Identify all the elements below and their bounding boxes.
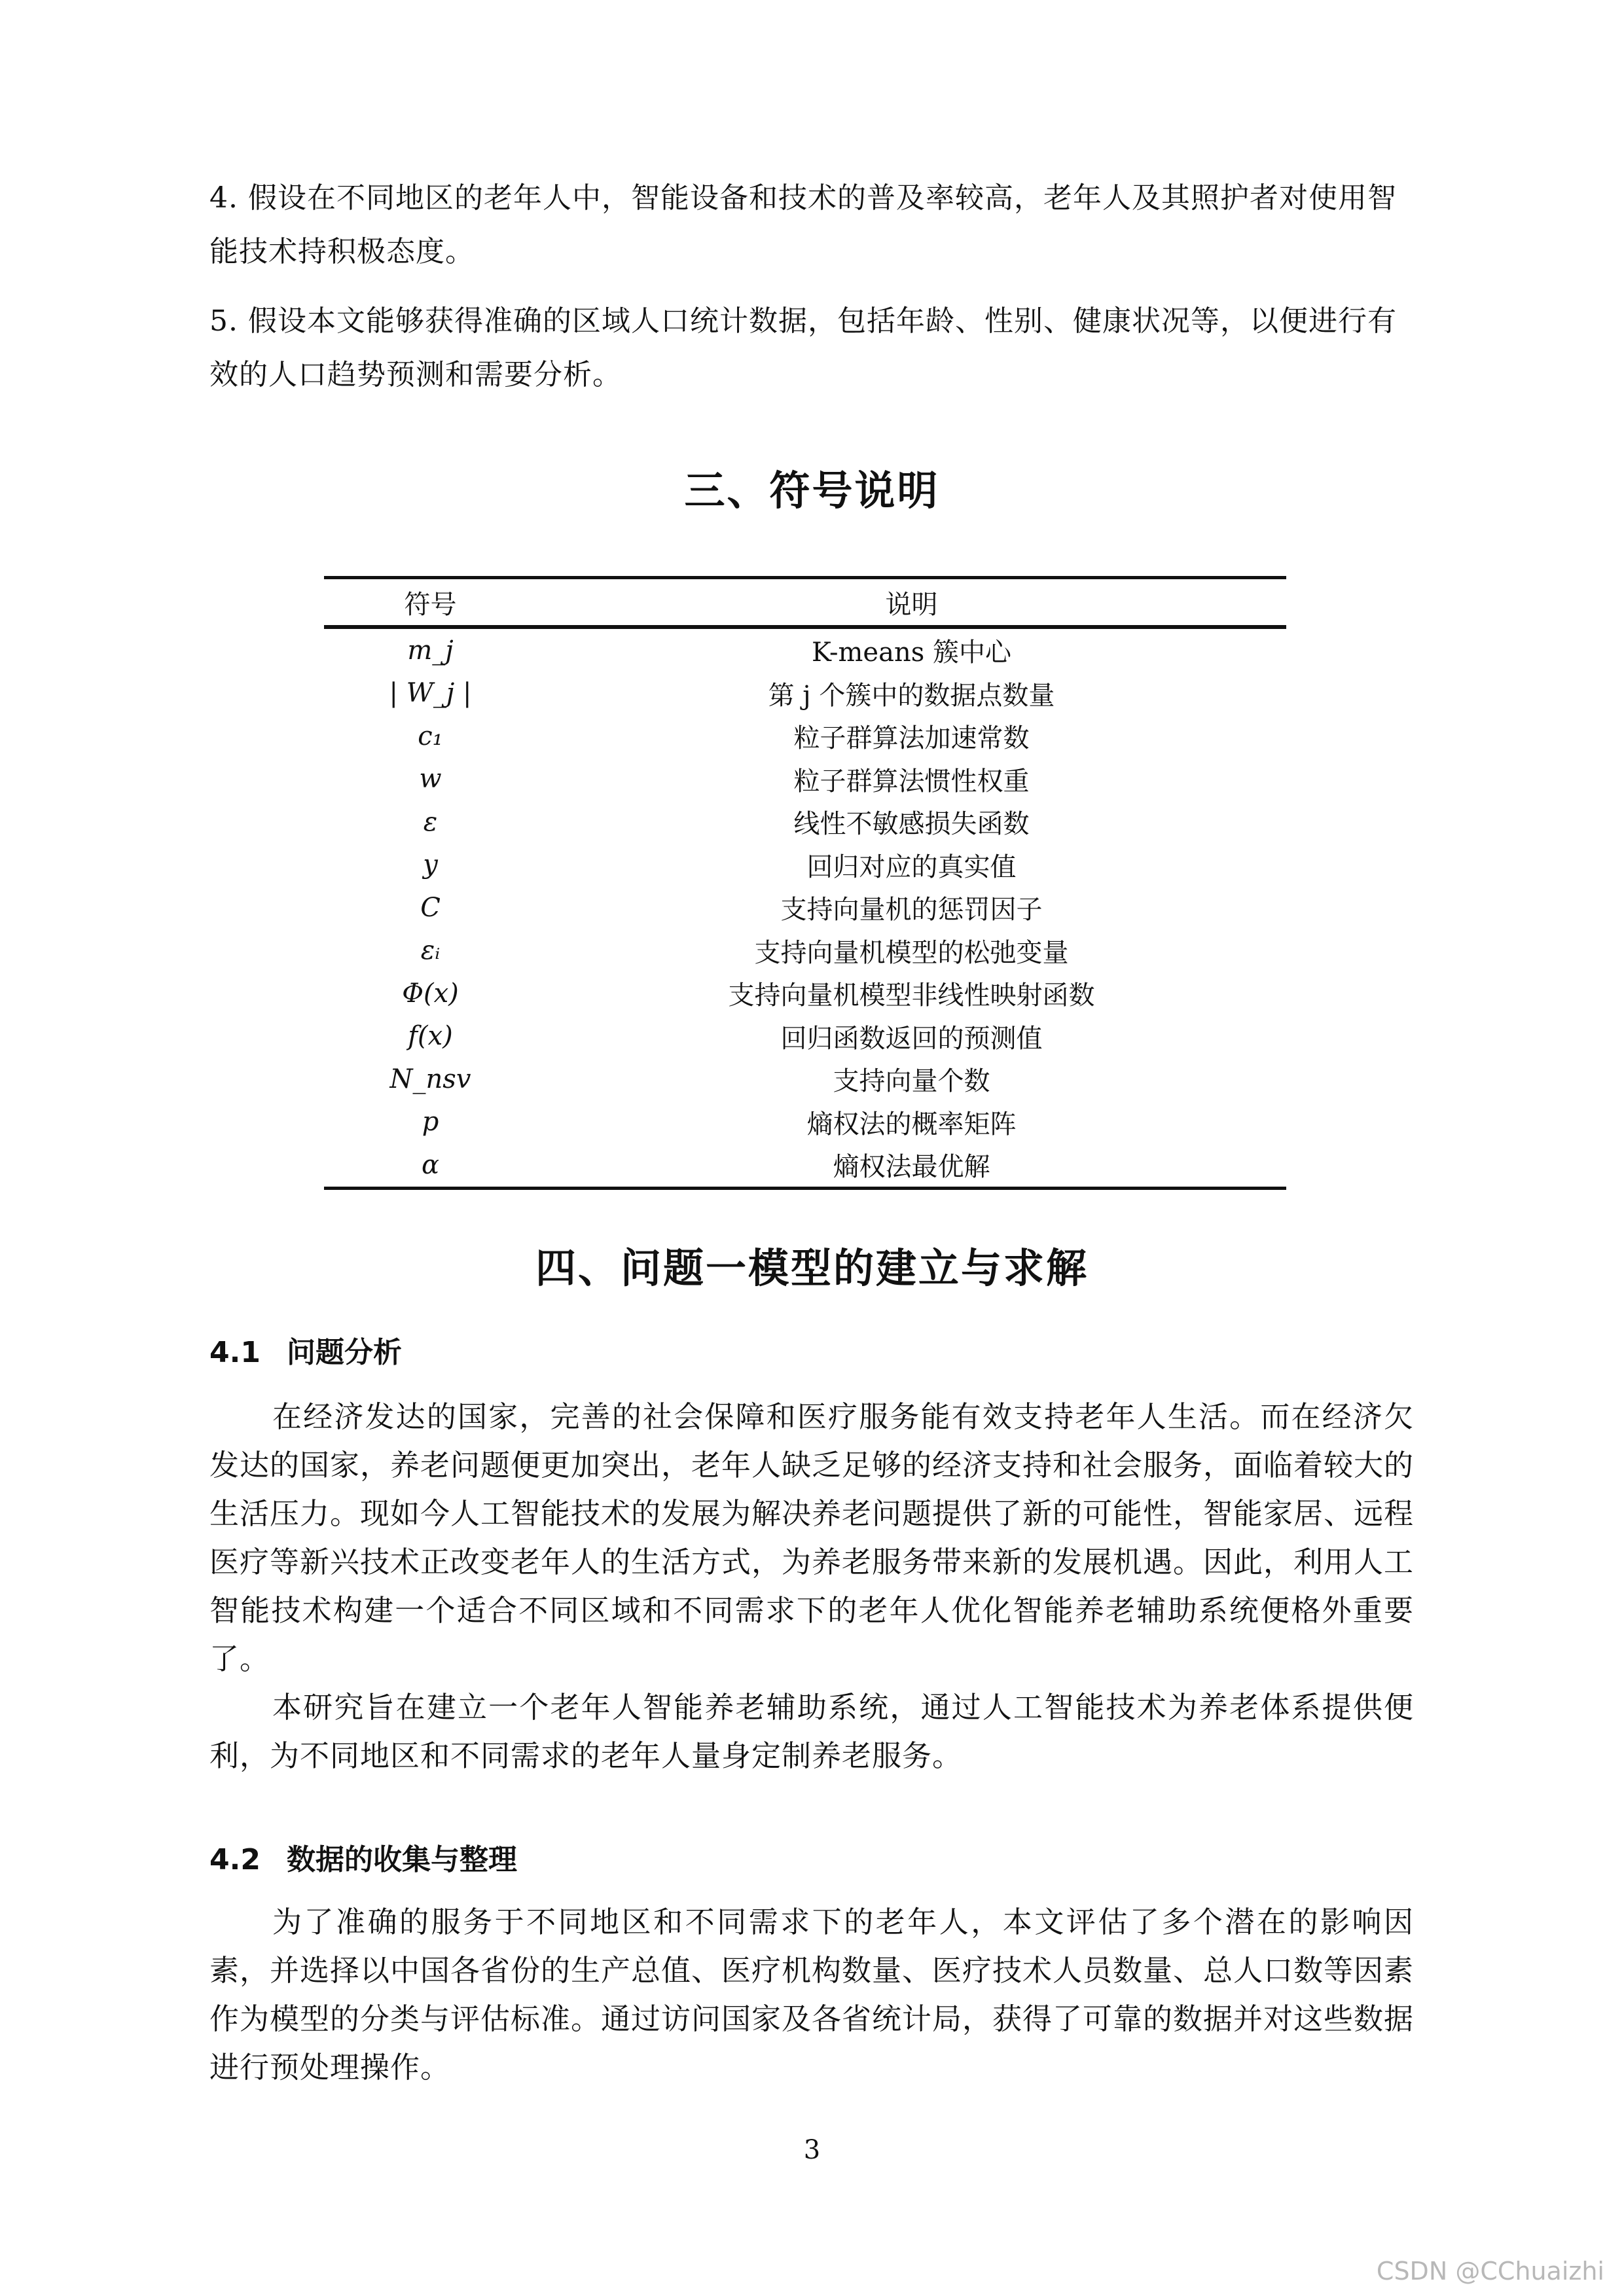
symbol-cell: m_j [407, 635, 454, 666]
table-row [324, 972, 1286, 1015]
subsection-number: 4.2 [209, 1843, 261, 1876]
assumption-5: 5. 假设本文能够获得准确的区域人口统计数据，包括年龄、性别、健康状况等，以便进行有效的人口趋势预测和需要分析。 [209, 304, 1397, 391]
symbol-cell: C [420, 892, 441, 923]
section-4-title: 四、问题一模型的建立与求解 [535, 1244, 1089, 1292]
symbol-table [324, 576, 1286, 1190]
table-row [324, 627, 1286, 672]
paragraph: 在经济发达的国家，完善的社会保障和医疗服务能有效支持老年人生活。而在经济欠发达的国家，养老问题便更加突出，老年人缺乏足够的经济支持和社会服务，面临着较大的生活压力。现如今人工智能技术的发展为解决养老问题提供了新的可能性，智能家居、远程医疗等新兴技术正改变老年人的生活方式，为养老服务带来新的发展机遇。因此，利用人工智能技术构建一个适合不同区域和不同需求下的老年人优化智能养老辅助系统便格外重要了。 [209, 1399, 1415, 1676]
paragraph: 本研究旨在建立一个老年人智能养老辅助系统，通过人工智能技术为养老体系提供便利，为不同地区和不同需求的老年人量身定制养老服务。 [209, 1690, 1414, 1773]
table-row [324, 1101, 1286, 1144]
symbol-cell: f(x) [408, 1021, 453, 1052]
table-header-row [324, 578, 1286, 628]
symbol-cell: N_nsv [389, 1064, 471, 1094]
description-cell: 支持向量机模型的松弛变量 [754, 937, 1069, 968]
description-cell: 熵权法最优解 [537, 1143, 1286, 1188]
symbol-cell: Φ(x) [402, 978, 459, 1009]
symbol-cell: ε [423, 806, 438, 837]
table-row [324, 672, 1286, 715]
table-row [324, 1015, 1286, 1058]
watermark: CSDN @CChuaizhi [1376, 2257, 1604, 2286]
description-cell: 支持向量机的惩罚因子 [780, 895, 1043, 925]
page-number: 3 [803, 2135, 821, 2165]
description-cell: 第 j 个簇中的数据点数量 [768, 680, 1055, 711]
description-cell: 支持向量个数 [833, 1066, 990, 1097]
symbol-cell: c₁ [418, 721, 443, 751]
table-row [324, 886, 1286, 929]
table-row [324, 844, 1286, 887]
description-cell: 粒子群算法加速常数 [793, 723, 1030, 754]
symbol-cell: α [324, 1143, 537, 1188]
symbol-cell: y [423, 850, 438, 880]
subsection-4-2-heading [209, 1836, 517, 1878]
subsection-title: 问题分析 [287, 1336, 402, 1369]
header-description: 说明 [537, 578, 1286, 628]
description-cell: 回归对应的真实值 [806, 852, 1017, 882]
table-row [324, 929, 1286, 973]
description-cell: 线性不敏感损失函数 [793, 809, 1030, 840]
description-cell: 回归函数返回的预测值 [780, 1023, 1043, 1054]
subsection-number: 4.1 [209, 1336, 261, 1369]
table-row [324, 715, 1286, 758]
section-3-title: 三、符号说明 [684, 467, 940, 514]
assumption-4: 4. 假设在不同地区的老年人中，智能设备和技术的普及率较高，老年人及其照护者对使用智能技术持积极态度。 [209, 181, 1397, 268]
table-row [324, 758, 1286, 801]
paragraph: 为了准确的服务于不同地区和不同需求下的老年人，本文评估了多个潜在的影响因素，并选择以中国各省份的生产总值、医疗机构数量、医疗技术人员数量、总人口数等因素作为模型的分类与评估标准。通过访问国家及各省统计局，获得了可靠的数据并对这些数据进行预处理操作。 [209, 1905, 1415, 2085]
symbol-cell: | W_j | [389, 678, 472, 709]
subsection-title: 数据的收集与整理 [287, 1843, 517, 1876]
symbol-cell: p [422, 1107, 439, 1138]
table-row [324, 800, 1286, 844]
description-cell: K-means 簇中心 [812, 637, 1011, 668]
description-cell: 熵权法的概率矩阵 [806, 1109, 1017, 1139]
description-cell: 粒子群算法惯性权重 [793, 766, 1030, 797]
symbol-cell: w [419, 764, 442, 795]
description-cell: 支持向量机模型非线性映射函数 [728, 980, 1095, 1011]
header-symbol: 符号 [324, 578, 537, 628]
subsection-4-1-heading [209, 1329, 402, 1371]
table-row [324, 1143, 1286, 1188]
table-row [324, 1058, 1286, 1101]
symbol-cell: εᵢ [420, 935, 441, 966]
